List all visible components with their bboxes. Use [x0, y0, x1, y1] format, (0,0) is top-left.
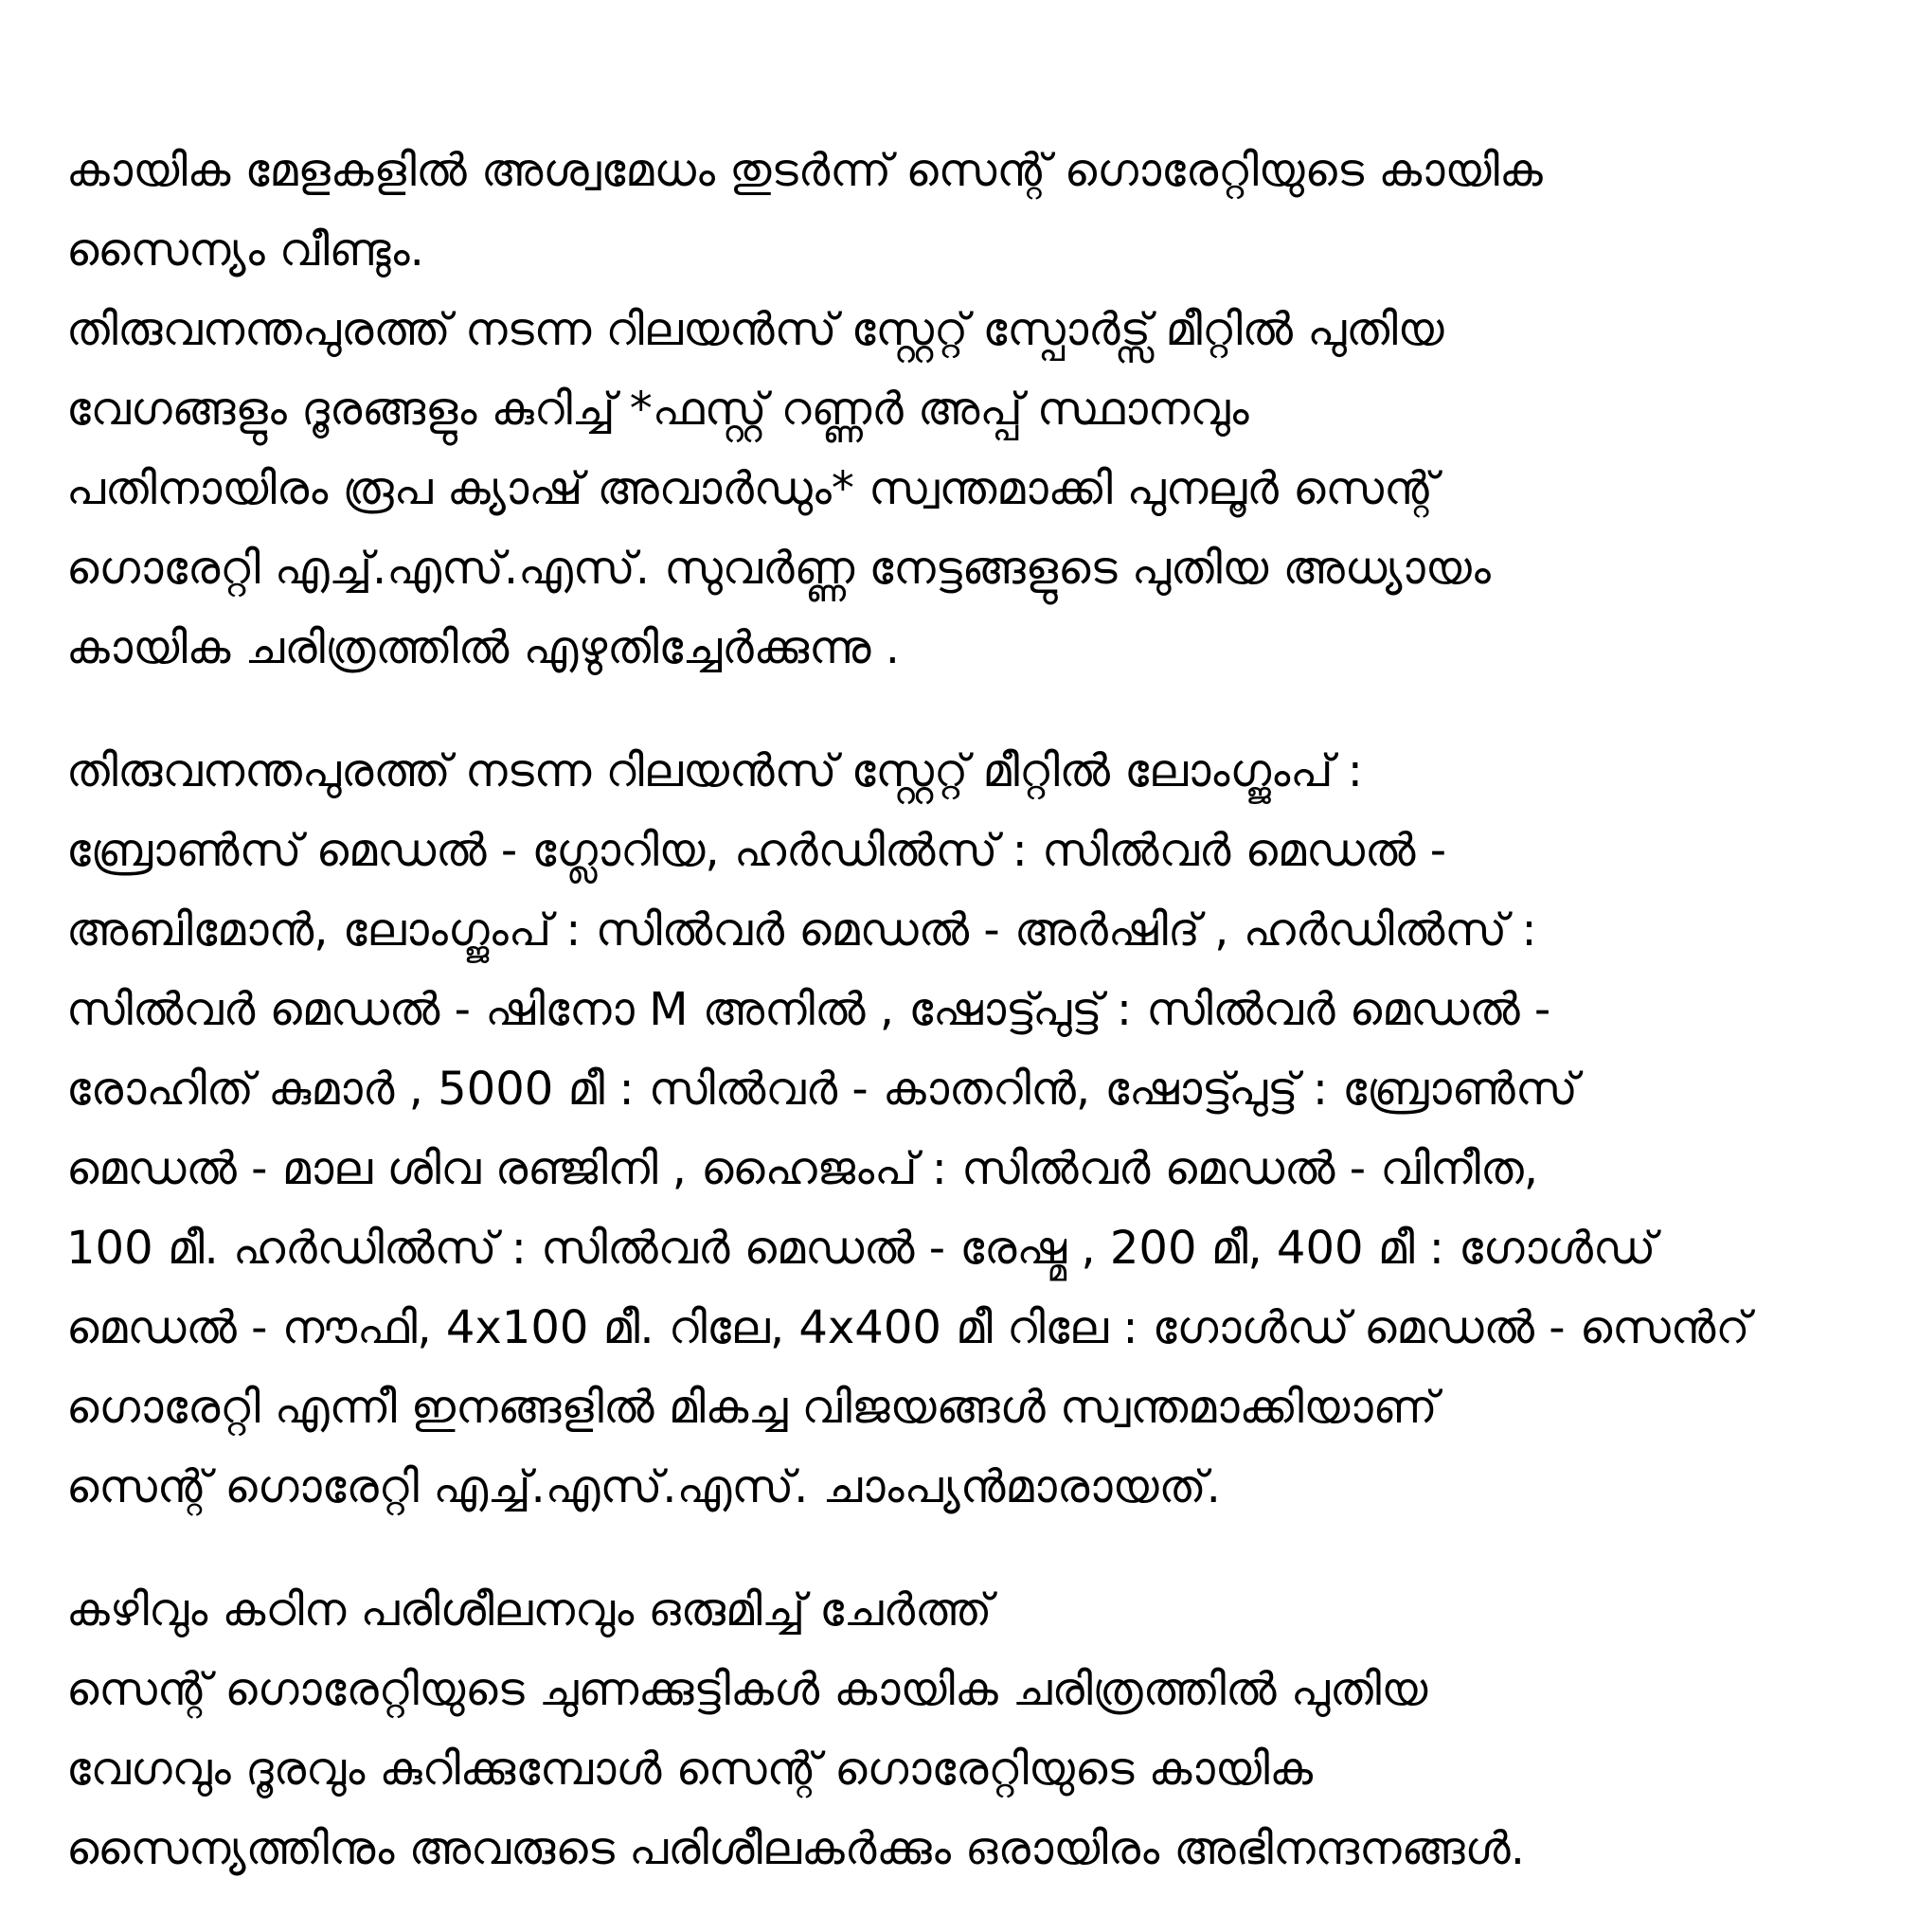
text-line: സെന്റ് ഗൊരേറ്റി എച്ച്.എസ്.എസ്. ചാംപ്യൻമാരായത്.: [66, 1460, 1221, 1513]
text-line: തിരുവനന്തപുരത്ത് നടന്ന റിലയൻസ് സ്റ്റേറ്റ് മീറ്റിൽ ലോംഗ്ജംപ് :: [66, 744, 1363, 797]
text-line: കായിക ചരിത്രത്തിൽ എഴുതിച്ചേർക്കുന്നു .: [66, 621, 901, 674]
text-line: സിൽവർ മെഡൽ - ഷിനോ M അനിൽ , ഷോട്ട്പുട്ട് : സിൽവർ മെഡൽ -: [66, 983, 1551, 1036]
document-page: [66, 131, 1866, 1888]
text-line: സെന്റ് ഗൊരേറ്റിയുടെ ചുണക്കുട്ടികൾ കായിക ചരിത്രത്തിൽ പുതിയ: [66, 1663, 1428, 1716]
text-line: സൈന്യം വീണ്ടും.: [66, 224, 424, 277]
paragraph-results: [66, 731, 1866, 1527]
text-line: രോഹിത് കുമാർ , 5000 മീ : സിൽവർ - കാതറിൻ, ഷോട്ട്പുട്ട് : ബ്രോൺസ്: [66, 1063, 1578, 1116]
text-line: കഴിവും കഠിന പരിശീലനവും ഒരുമിച്ച് ചേർത്ത്: [66, 1583, 993, 1637]
paragraph-gap: [66, 688, 1866, 731]
text-line: 100 മീ. ഹർഡിൽസ് : സിൽവർ മെഡൽ - രേഷ്മ , 200 മീ, 400 മീ : ഗോൾഡ്: [66, 1222, 1657, 1275]
text-line: മെഡൽ - മാല ശിവ രഞ്ജിനി , ഹൈജംപ് : സിൽവർ മെഡൽ - വിനീത,: [66, 1142, 1538, 1195]
text-line: അബിമോൻ, ലോംഗ്ജംപ് : സിൽവർ മെഡൽ - അർഷിദ് , ഹർഡിൽസ് :: [66, 903, 1537, 957]
text-line: ഗൊരേറ്റി എച്ച്.എസ്.എസ്. സുവർണ്ണ നേട്ടങ്ങളുടെ പുതിയ അധ്യായം: [66, 542, 1491, 595]
paragraph-congratulations: [66, 1570, 1866, 1888]
text-line: ഗൊരേറ്റി എന്നീ ഇനങ്ങളിൽ മികച്ച വിജയങ്ങൾ സ്വന്തമാക്കിയാണ്: [66, 1381, 1438, 1434]
text-line: തിരുവനന്തപുരത്ത് നടന്ന റിലയൻസ് സ്റ്റേറ്റ് സ്പോർട്സ് മീറ്റിൽ പുതിയ: [66, 303, 1444, 356]
text-line: മെഡൽ - നൗഫി, 4x100 മീ. റിലേ, 4x400 മീ റിലേ : ഗോൾഡ് മെഡൽ - സെൻറ്: [66, 1301, 1750, 1354]
text-line: വേഗവും ദൂരവും കുറിക്കുമ്പോൾ സെന്റ് ഗൊരേറ്റിയുടെ കായിക: [66, 1743, 1314, 1796]
text-line: വേഗങ്ങളും ദൂരങ്ങളും കുറിച്ച് *ഫസ്റ്റ് റണ്ണർ അപ്പ് സ്ഥാനവും: [66, 383, 1249, 436]
text-line: ബ്രോൺസ് മെഡൽ - ഗ്ലോറിയ, ഹർഡിൽസ് : സിൽവർ മെഡൽ -: [66, 824, 1447, 877]
text-line: പതിനായിരം രൂപ ക്യാഷ് അവാർഡും* സ്വന്തമാക്കി പുനലൂർ സെന്റ്: [66, 462, 1438, 515]
text-line: കായിക മേളകളിൽ അശ്വമേധം തുടർന്ന് സെന്റ് ഗൊരേറ്റിയുടെ കായിക: [66, 144, 1543, 197]
paragraph-intro: [66, 131, 1866, 688]
text-line: സൈന്യത്തിനും അവരുടെ പരിശീലകർക്കും ഒരായിരം അഭിനന്ദനങ്ങൾ.: [66, 1822, 1526, 1875]
paragraph-gap: [66, 1527, 1866, 1570]
